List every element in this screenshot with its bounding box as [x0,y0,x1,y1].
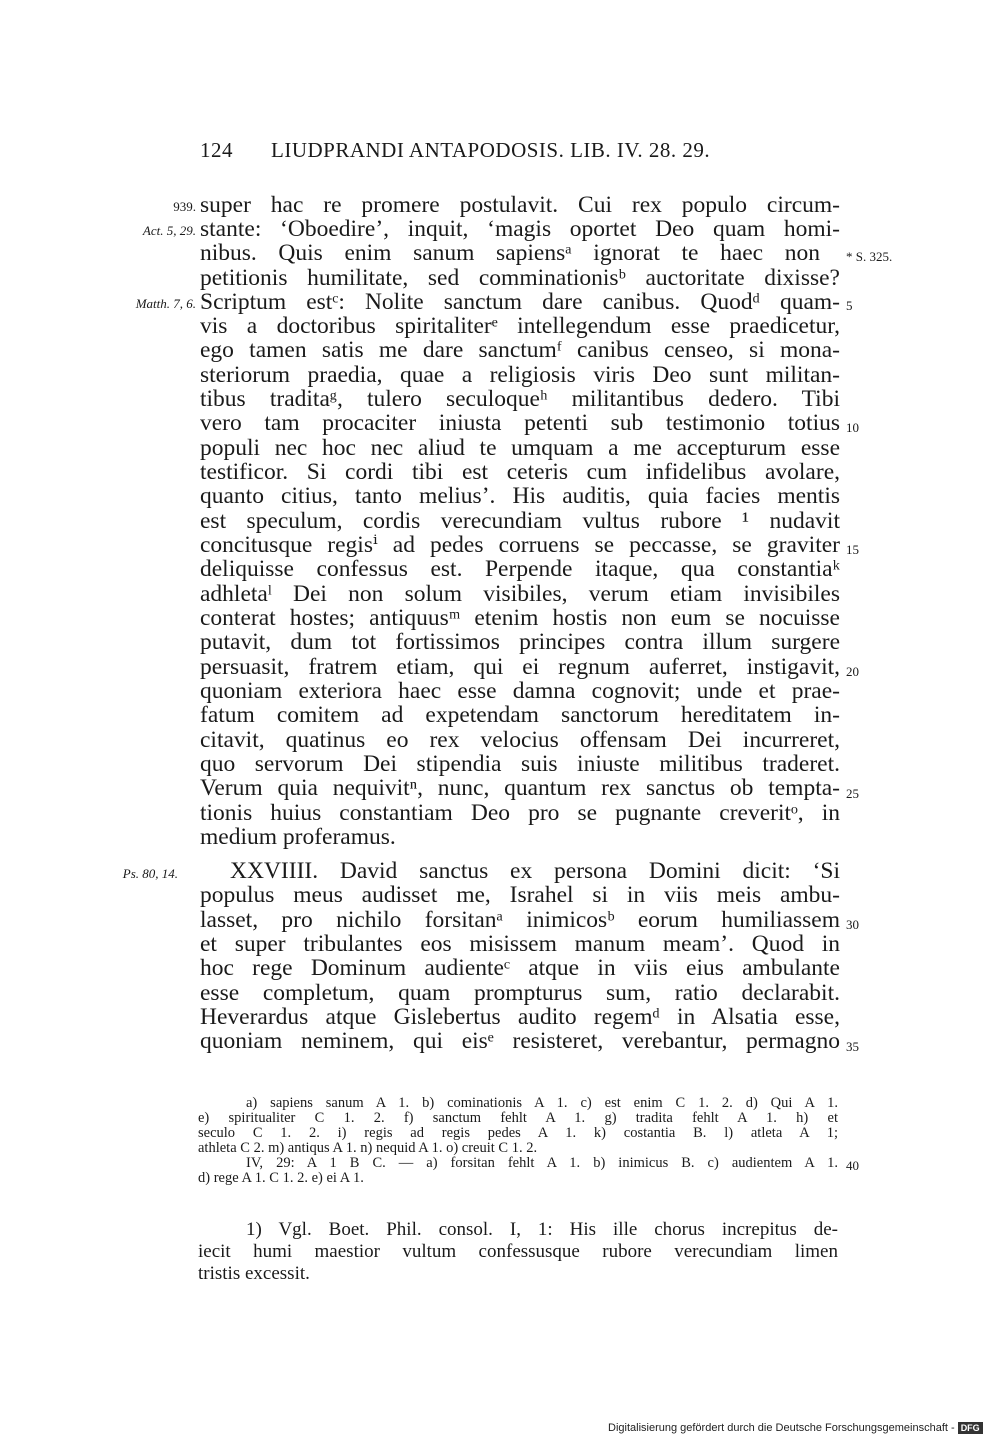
line-number: 15 [846,542,859,557]
text-line: quoniam exteriora haec esse damna cognovit; unde et prae- [200,678,840,704]
line-number: 25 [846,786,859,801]
text-line: ego tamen satis me dare sanctumᶠ canibus censeo, si mona- [200,337,840,363]
note-line: tristis excessit. [198,1263,310,1284]
apparatus-line: a) sapiens sanum A 1. b) cominationis A 1. c) est enim C 1. 2. d) Qui A 1. [246,1095,838,1111]
line-number: 10 [846,420,859,435]
text-line: hoc rege Dominum audienteᶜ atque in viis eius ambulante [200,955,840,981]
line-number: 30 [846,917,859,932]
apparatus-line: IV, 29: A 1 B C. — a) forsitan fehlt A 1. b) inimicus B. c) audientem A 1. [246,1155,838,1171]
text-line: vero tam procaciter iniusta petenti sub testimonio totius [200,410,840,436]
text-line: quo servorum Dei stipendia suis iniuste militibus traderet. [200,751,840,777]
text-line: stante: ‘Oboedire’, inquit, ‘magis oportet Deo quam homi- [200,216,840,242]
text-line: et super tribulantes eos misissem manum meam’. Quod in [200,931,840,957]
text-line: persuasit, fratrem etiam, qui ei regnum auferret, instigavit, [200,654,840,680]
apparatus-line: athleta C 2. m) antiqus A 1. n) nequid A 1. o) creuit C 1. 2. [198,1140,538,1156]
dfg-logo-icon: DFG [958,1422,983,1434]
text-line: tibus traditaᵍ, tulero seculoqueʰ militantibus dedero. Tibi [200,386,840,412]
line-number: 35 [846,1039,859,1054]
apparatus-line: seculo C 1. 2. i) regis ad regis pedes A 1. k) costantia B. l) atleta A 1; [198,1125,838,1141]
text-line: nibus. Quis enim sanum sapiensᵃ ignorat te haec non [200,240,820,266]
credit-text: Digitalisierung gefördert durch die Deutsche Forschungsgemeinschaft - [608,1422,955,1434]
page-number: 124 [200,138,233,162]
line-number: 20 [846,664,859,679]
line-number: 40 [846,1158,859,1173]
text-line: steriorum praedia, quae a religiosis viris Deo sunt militan- [200,362,840,388]
digitization-credit [608,1422,983,1434]
text-line: concitusque regisⁱ ad pedes corruens se peccasse, se graviter [200,532,840,558]
text-line: Verum quia nequivitⁿ, nunc, quantum rex sanctus ob tempta- [200,775,840,801]
text-line: medium proferamus. [200,824,396,850]
text-line: citavit, quatinus eo rex velocius offensam Dei incurreret, [200,727,840,753]
text-line: esse completum, quam prompturus sum, ratio declarabit. [200,980,840,1006]
text-line: fatum comitem ad expetendam sanctorum hereditatem in- [200,702,840,728]
note-line: 1) Vgl. Boet. Phil. consol. I, 1: His ille chorus increpitus de- [246,1219,838,1240]
apparatus-line: e) spiritualiter C 1. 2. f) sanctum fehlt A 1. g) tradita fehlt A 1. h) et [198,1110,838,1126]
text-line: putavit, dum tot fortissimos principes contra illum surgere [200,629,840,655]
text-line: populus meus audisset me, Israhel si in viis meis ambu- [200,882,840,908]
margin-ref-matth: Matth. 7, 6. [135,296,196,311]
text-line: est speculum, cordis verecundiam vultus rubore ¹ nudavit [200,508,840,534]
text-line: Scriptum estᶜ: Nolite sanctum dare canibus. Quodᵈ quam- [200,289,840,315]
text-line: adhletaˡ Dei non solum visibiles, verum etiam invisibiles [200,581,840,607]
note-line: iecit humi maestior vultum confessusque rubore verecundiam limen [198,1241,838,1262]
margin-page-ref: * S. 325. [846,249,893,264]
chapter-heading-line: XXVIIII. David sanctus ex persona Domini dicit: ‘Si [230,858,840,884]
text-line: petitionis humilitate, sed comminationisᵇ auctoritate dixisse? [200,265,840,291]
text-line: super hac re promere postulavit. Cui rex populo circum- [200,192,840,218]
apparatus-line: d) rege A 1. C 1. 2. e) ei A 1. [198,1170,364,1186]
text-line: quoniam neminem, qui eisᵉ resisteret, verebantur, permagno [200,1028,840,1054]
text-line: conterat hostes; antiquusᵐ etenim hostis non eum se nocuisse [200,605,840,631]
running-header [200,138,840,163]
text-line: quanto citius, tanto melius’. His auditis, quia facies mentis [200,483,840,509]
line-number: 5 [846,298,853,313]
margin-year: 939. [173,199,196,214]
text-line: populi nec hoc nec aliud te umquam a me accepturum esse [200,435,840,461]
margin-ref-acts: Act. 5, 29. [142,223,196,238]
margin-ref-psalm: Ps. 80, 14. [122,866,178,881]
text-line: deliquisse confessus est. Perpende itaque, qua constantiaᵏ [200,556,840,582]
text-line: Heverardus atque Gislebertus audito regemᵈ in Alsatia esse, [200,1004,840,1030]
text-line: lasset, pro nichilo forsitanᵃ inimicosᵇ eorum humiliassem [200,907,840,933]
running-title: LIUDPRANDI ANTAPODOSIS. LIB. IV. 28. 29. [271,138,711,162]
text-line: vis a doctoribus spiritaliterᵉ intellegendum esse praedicetur, [200,313,840,339]
text-line: tionis huius constantiam Deo pro se pugnante creveritᵒ, in [200,800,840,826]
text-line: testificor. Si cordi tibi est ceteris cum infidelibus avolare, [200,459,840,485]
